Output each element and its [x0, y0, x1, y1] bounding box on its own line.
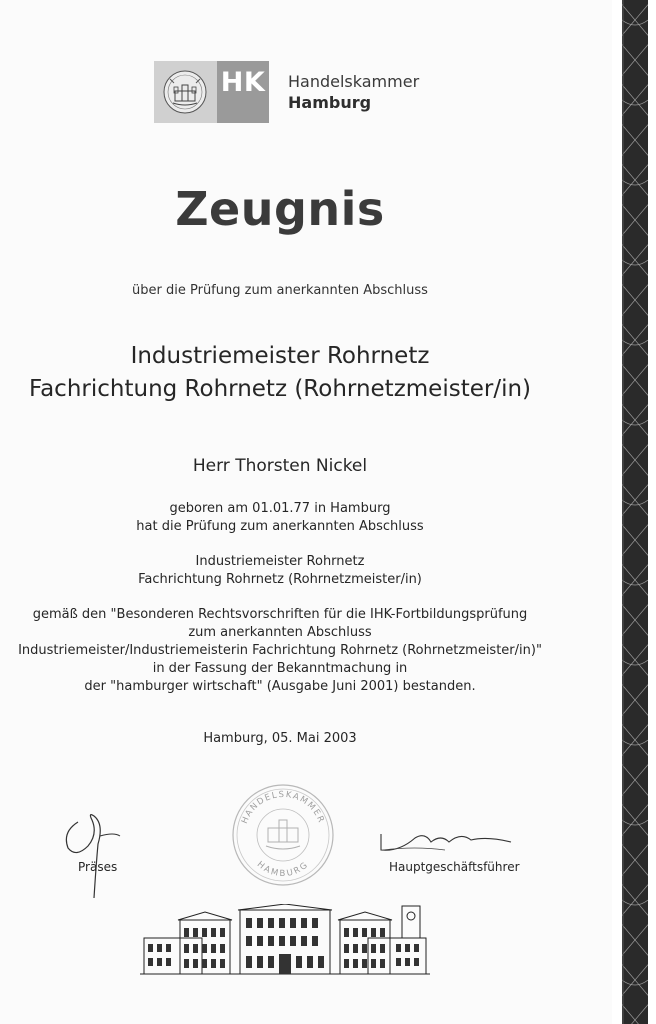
embossed-seal-icon	[228, 780, 338, 890]
hamburg-crest-icon	[154, 61, 217, 123]
qualification-small-line-1: Industriemeister Rohrnetz	[195, 554, 365, 569]
managing-director-signature	[375, 826, 515, 862]
chamber-building-icon	[140, 904, 430, 976]
regulation-text	[0, 606, 560, 696]
regulation-line: der "hamburger wirtschaft" (Ausgabe Juni 2001) bestanden.	[84, 679, 476, 694]
managing-director-label: Hauptgeschäftsführer	[389, 860, 520, 874]
regulation-line: gemäß den "Besonderen Rechtsvorschriften für die IHK-Fortbildungsprüfung	[32, 607, 528, 622]
org-line-2: Hamburg	[288, 93, 372, 112]
born-line: geboren am 01.01.77 in Hamburg	[169, 501, 391, 516]
hk-logo-box	[217, 61, 269, 123]
passed-line: hat die Prüfung zum anerkannten Abschluss	[136, 519, 424, 534]
holder-name: Herr Thorsten Nickel	[192, 456, 368, 476]
org-line-1: Handelskammer	[288, 72, 420, 91]
qualification-line-1: Industriemeister Rohrnetz	[130, 343, 430, 369]
regulation-line: Industriemeister/Industriemeisterin Fachrichtung Rohrnetz (Rohrnetzmeister/in)"	[18, 643, 542, 658]
certificate-subtitle: über die Prüfung zum anerkannten Abschluss	[132, 283, 428, 298]
decorative-border	[622, 0, 648, 1024]
crest-emblem	[154, 61, 217, 123]
qualification-line-2: Fachrichtung Rohrnetz (Rohrnetzmeister/in)	[28, 376, 532, 402]
svg-text:HANDELSKAMMER: HANDELSKAMMER	[239, 789, 327, 826]
svg-text:HAMBURG: HAMBURG	[254, 859, 312, 880]
regulation-line: zum anerkannten Abschluss	[188, 625, 372, 640]
hk-letters: HK	[220, 67, 266, 98]
certificate-title: Zeugnis	[175, 182, 385, 236]
qualification-repeat	[0, 553, 560, 589]
org-name	[288, 71, 419, 113]
place-date: Hamburg, 05. Mai 2003	[203, 731, 357, 746]
guilloche-pattern-icon	[622, 0, 648, 1024]
chamber-logo	[154, 61, 420, 123]
qualification-heading	[0, 340, 560, 406]
birth-info	[0, 500, 560, 536]
praeses-label: Präses	[78, 860, 118, 874]
praeses-signature	[58, 806, 128, 906]
qualification-small-line-2: Fachrichtung Rohrnetz (Rohrnetzmeister/in)	[138, 572, 422, 587]
regulation-line: in der Fassung der Bekanntmachung in	[152, 661, 408, 676]
